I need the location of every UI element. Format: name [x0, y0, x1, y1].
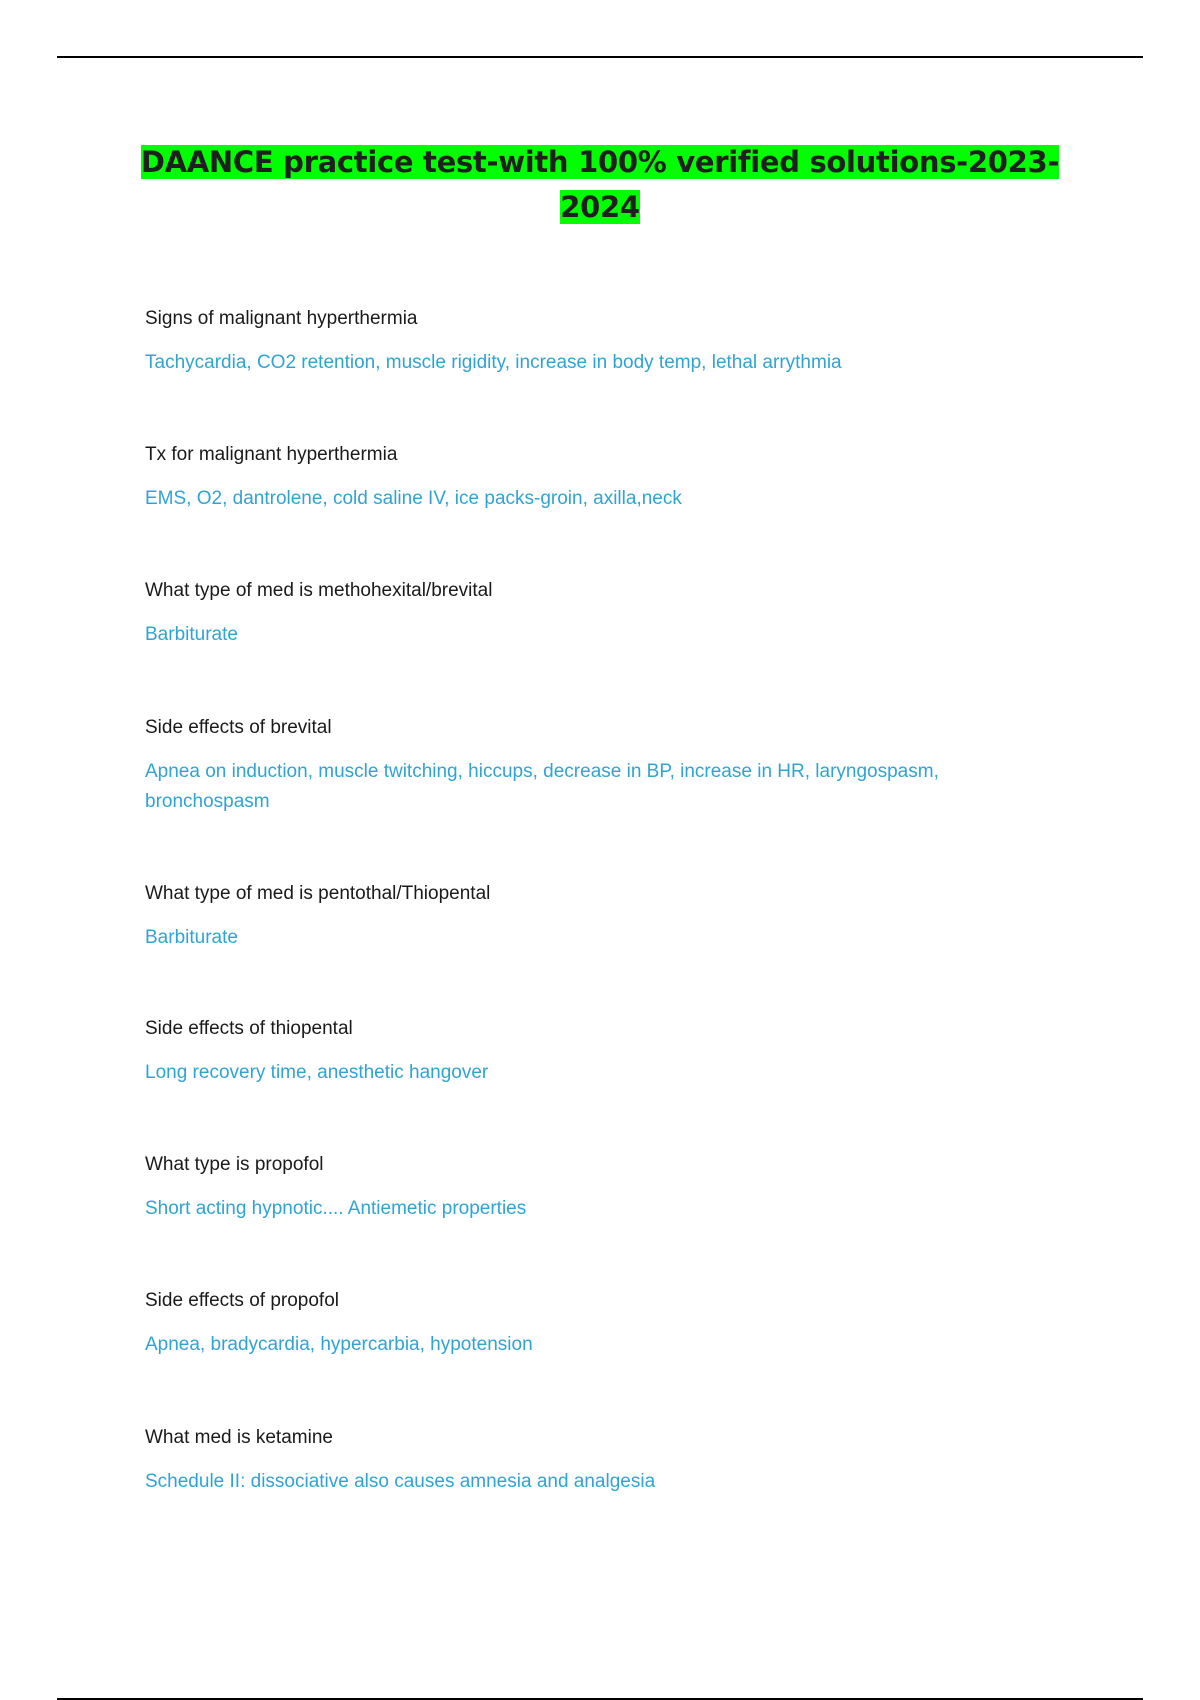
answer-text: Apnea, bradycardia, hypercarbia, hypotension	[145, 1334, 533, 1355]
question-text: What type of med is pentothal/Thiopental	[145, 883, 491, 904]
answer-text: Short acting hypnotic.... Antiemetic properties	[145, 1198, 527, 1219]
question-text: What med is ketamine	[145, 1427, 333, 1448]
question-text: Tx for malignant hyperthermia	[145, 444, 398, 465]
qa-item	[145, 578, 1045, 650]
question-text: Side effects of brevital	[145, 717, 332, 738]
qa-item	[145, 1425, 1045, 1497]
qa-item	[145, 1152, 1045, 1224]
answer-text: Schedule II: dissociative also causes amnesia and analgesia	[145, 1471, 656, 1492]
answer-text: Barbiturate	[145, 624, 238, 645]
question-text: What type of med is methohexital/brevital	[145, 580, 493, 601]
answer-text: Tachycardia, CO2 retention, muscle rigidity, increase in body temp, lethal arrythmia	[145, 352, 842, 373]
qa-item	[145, 1288, 1045, 1360]
answer-text: EMS, O2, dantrolene, cold saline IV, ice packs-groin, axilla,neck	[145, 488, 682, 509]
question-text: Side effects of thiopental	[145, 1018, 353, 1039]
qa-item	[145, 442, 1045, 514]
answer-text: Apnea on induction, muscle twitching, hiccups, decrease in BP, increase in HR, laryngospasm, bronchospasm	[145, 761, 939, 812]
question-text: What type is propofol	[145, 1154, 324, 1175]
document-title: DAANCE practice test-with 100% verified solutions-2023-2024	[140, 145, 1060, 224]
qa-item	[145, 881, 1045, 953]
question-text: Signs of malignant hyperthermia	[145, 308, 418, 329]
top-rule	[57, 56, 1143, 58]
qa-item	[145, 306, 1045, 378]
qa-item	[145, 715, 1045, 817]
answer-text: Barbiturate	[145, 927, 238, 948]
title-block	[140, 140, 1060, 230]
answer-text: Long recovery time, anesthetic hangover	[145, 1062, 489, 1083]
question-text: Side effects of propofol	[145, 1290, 339, 1311]
qa-item	[145, 1016, 1045, 1088]
